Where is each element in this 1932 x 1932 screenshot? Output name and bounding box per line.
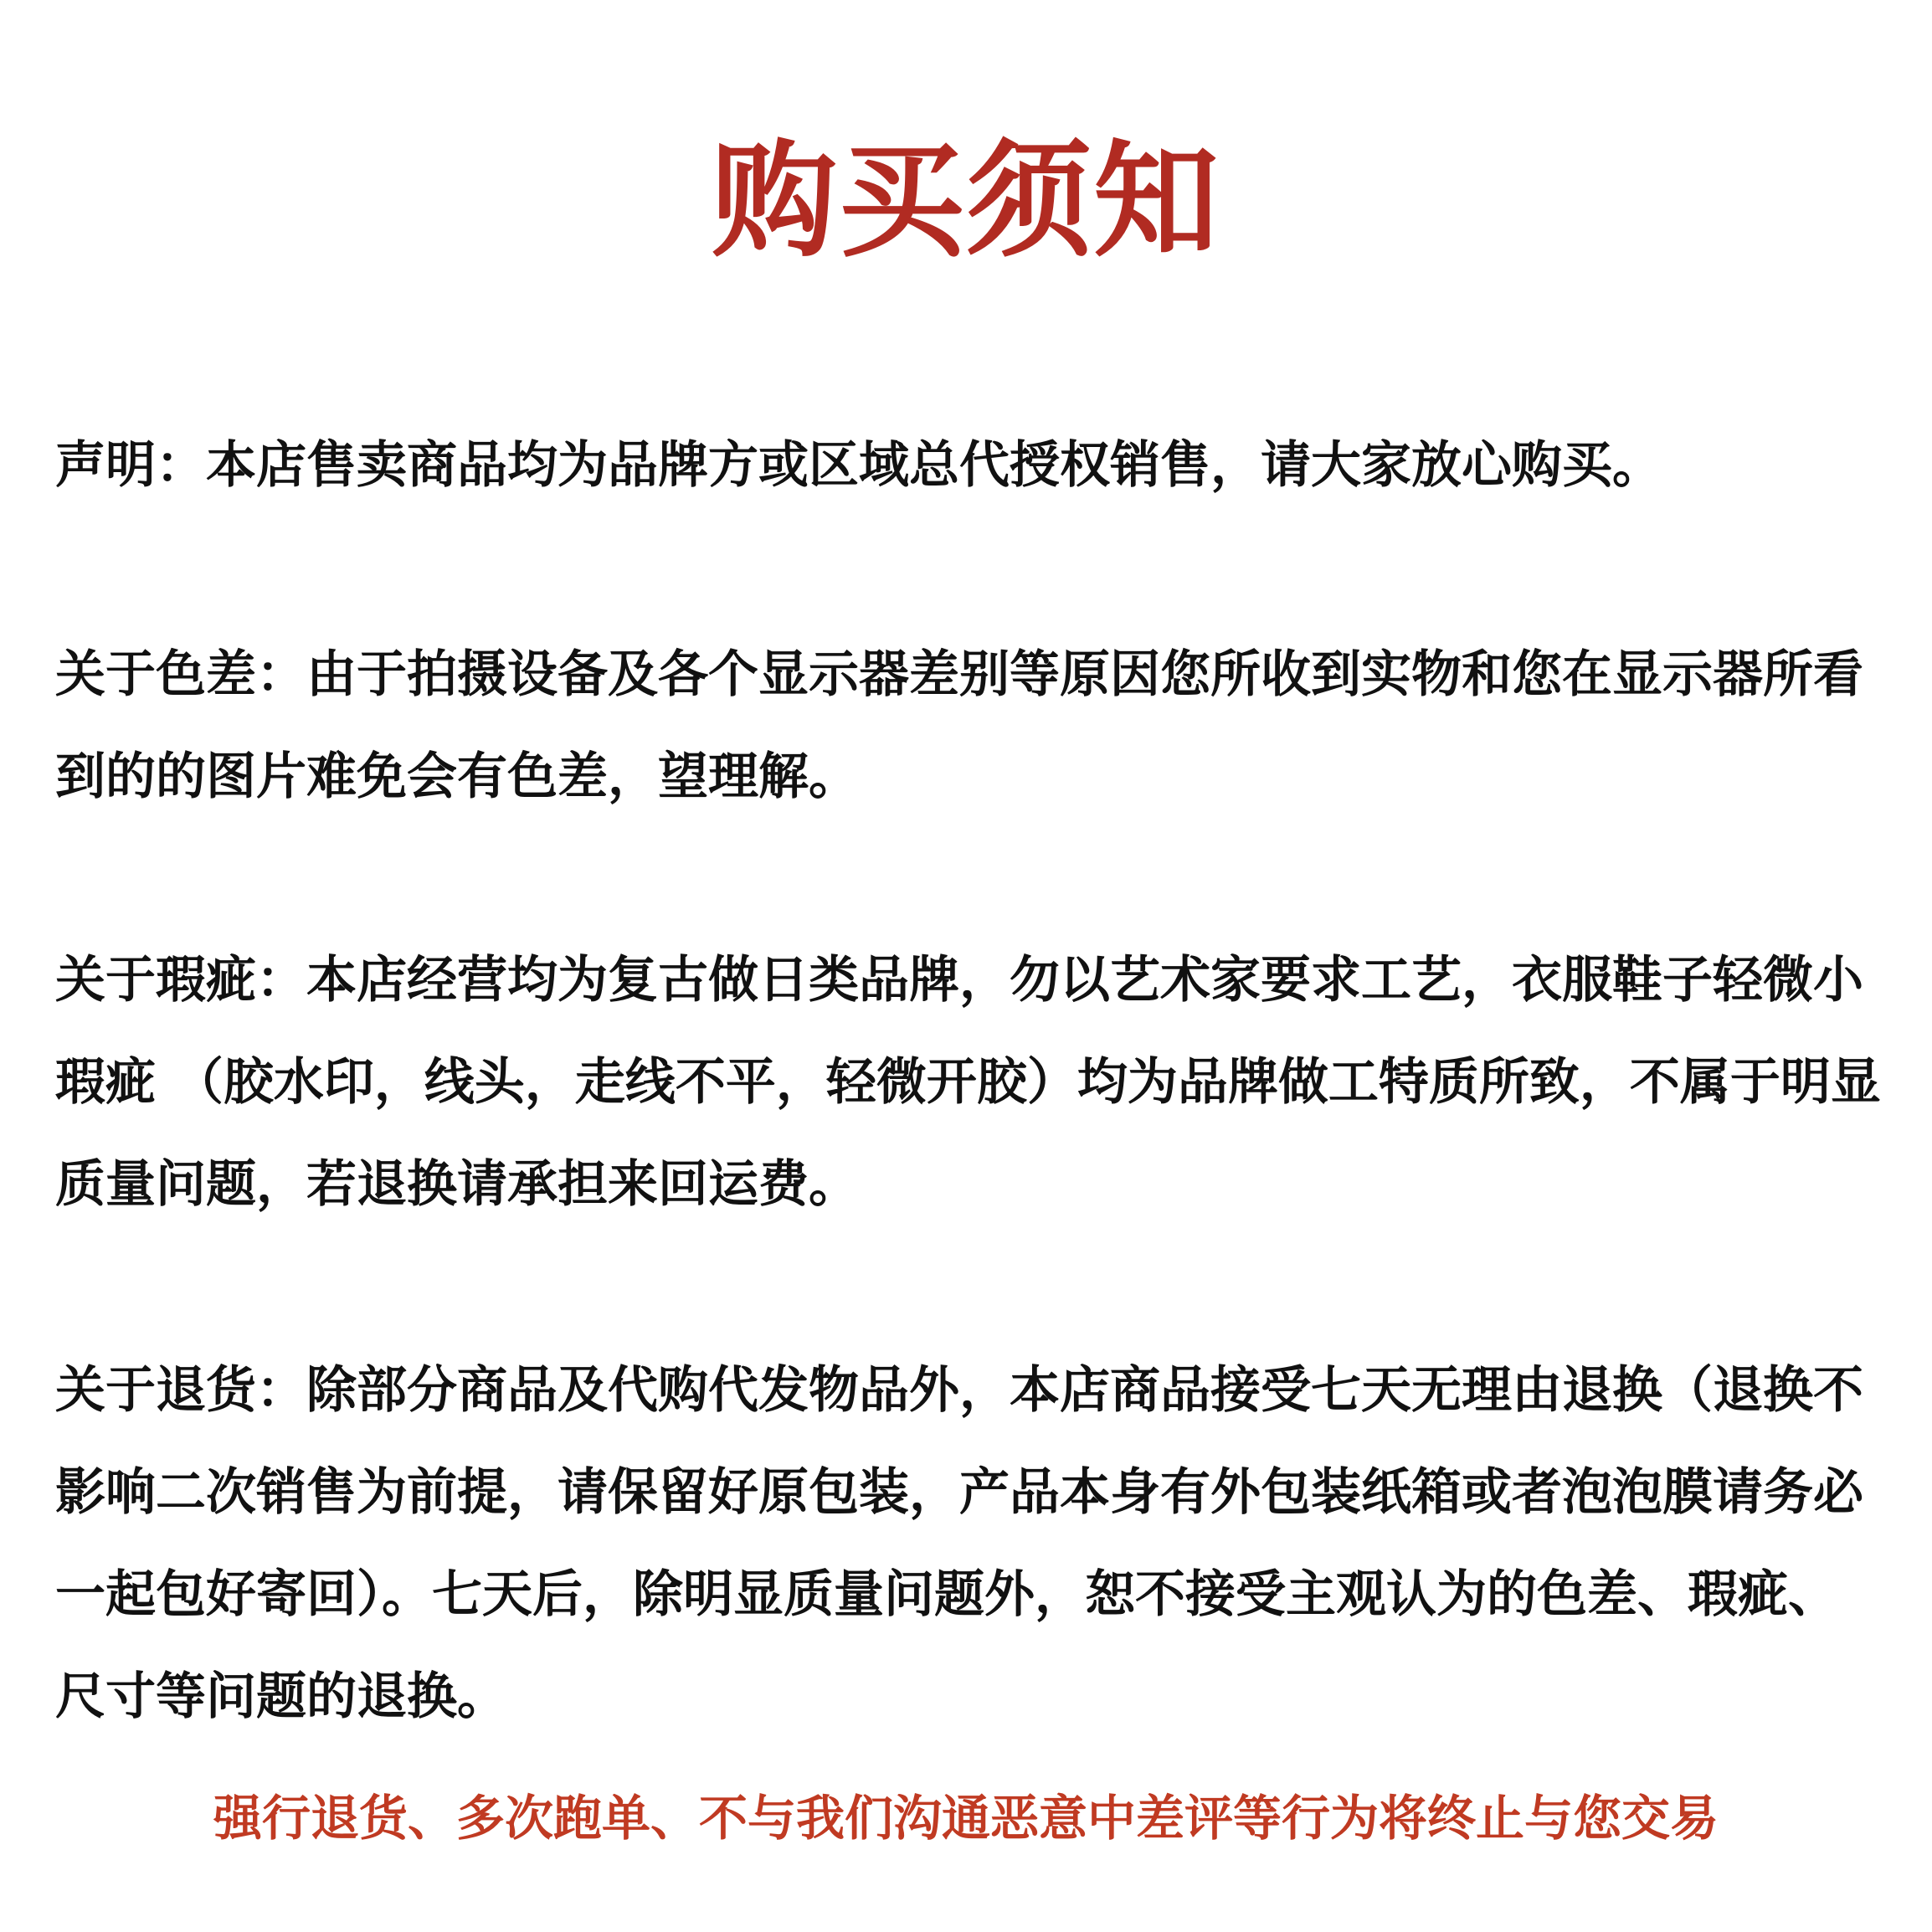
color-difference-section: 关于色差：由于拍摄设备及各个显示器差别等原因您所收到实物和您在显示器所看到的的图片难免会有色差，望理解。 — [55, 645, 1863, 806]
warning-notice: 强行退货、多次跑单、不与我们沟通恶意中差评等行为将终止与您交易 — [213, 1790, 1719, 1847]
flaws-section: 关于瑕疵：本店经营均为复古做日类品牌，勿以艺术家要求工艺，衣服鞋子轻微小瑕疵 （胶水印，线头，走线不平，轻微开胶）均为品牌做工特质所致，不属于明显质量问题，若退换请承担来回运费。 — [55, 951, 1881, 1214]
returns-section: 关于退货：除部分商品及代购代发物品外，本店商品接受七天无理由退换（退换不影响二次销售为前提，请保留好原包装，产品本身有外包装纸箱或者泡泡膜请务必一起包好寄回）。七天后，除明显质量问题外，恕不接受主观认为的色差、瑕疵、尺寸等问题的退换。 — [55, 1361, 1863, 1726]
statement-section: 声明：本店售卖商品均为品牌方或区域总代授权销售，请大家放心购买。 — [55, 436, 1662, 495]
page-title: 购买须知 — [711, 127, 1220, 275]
